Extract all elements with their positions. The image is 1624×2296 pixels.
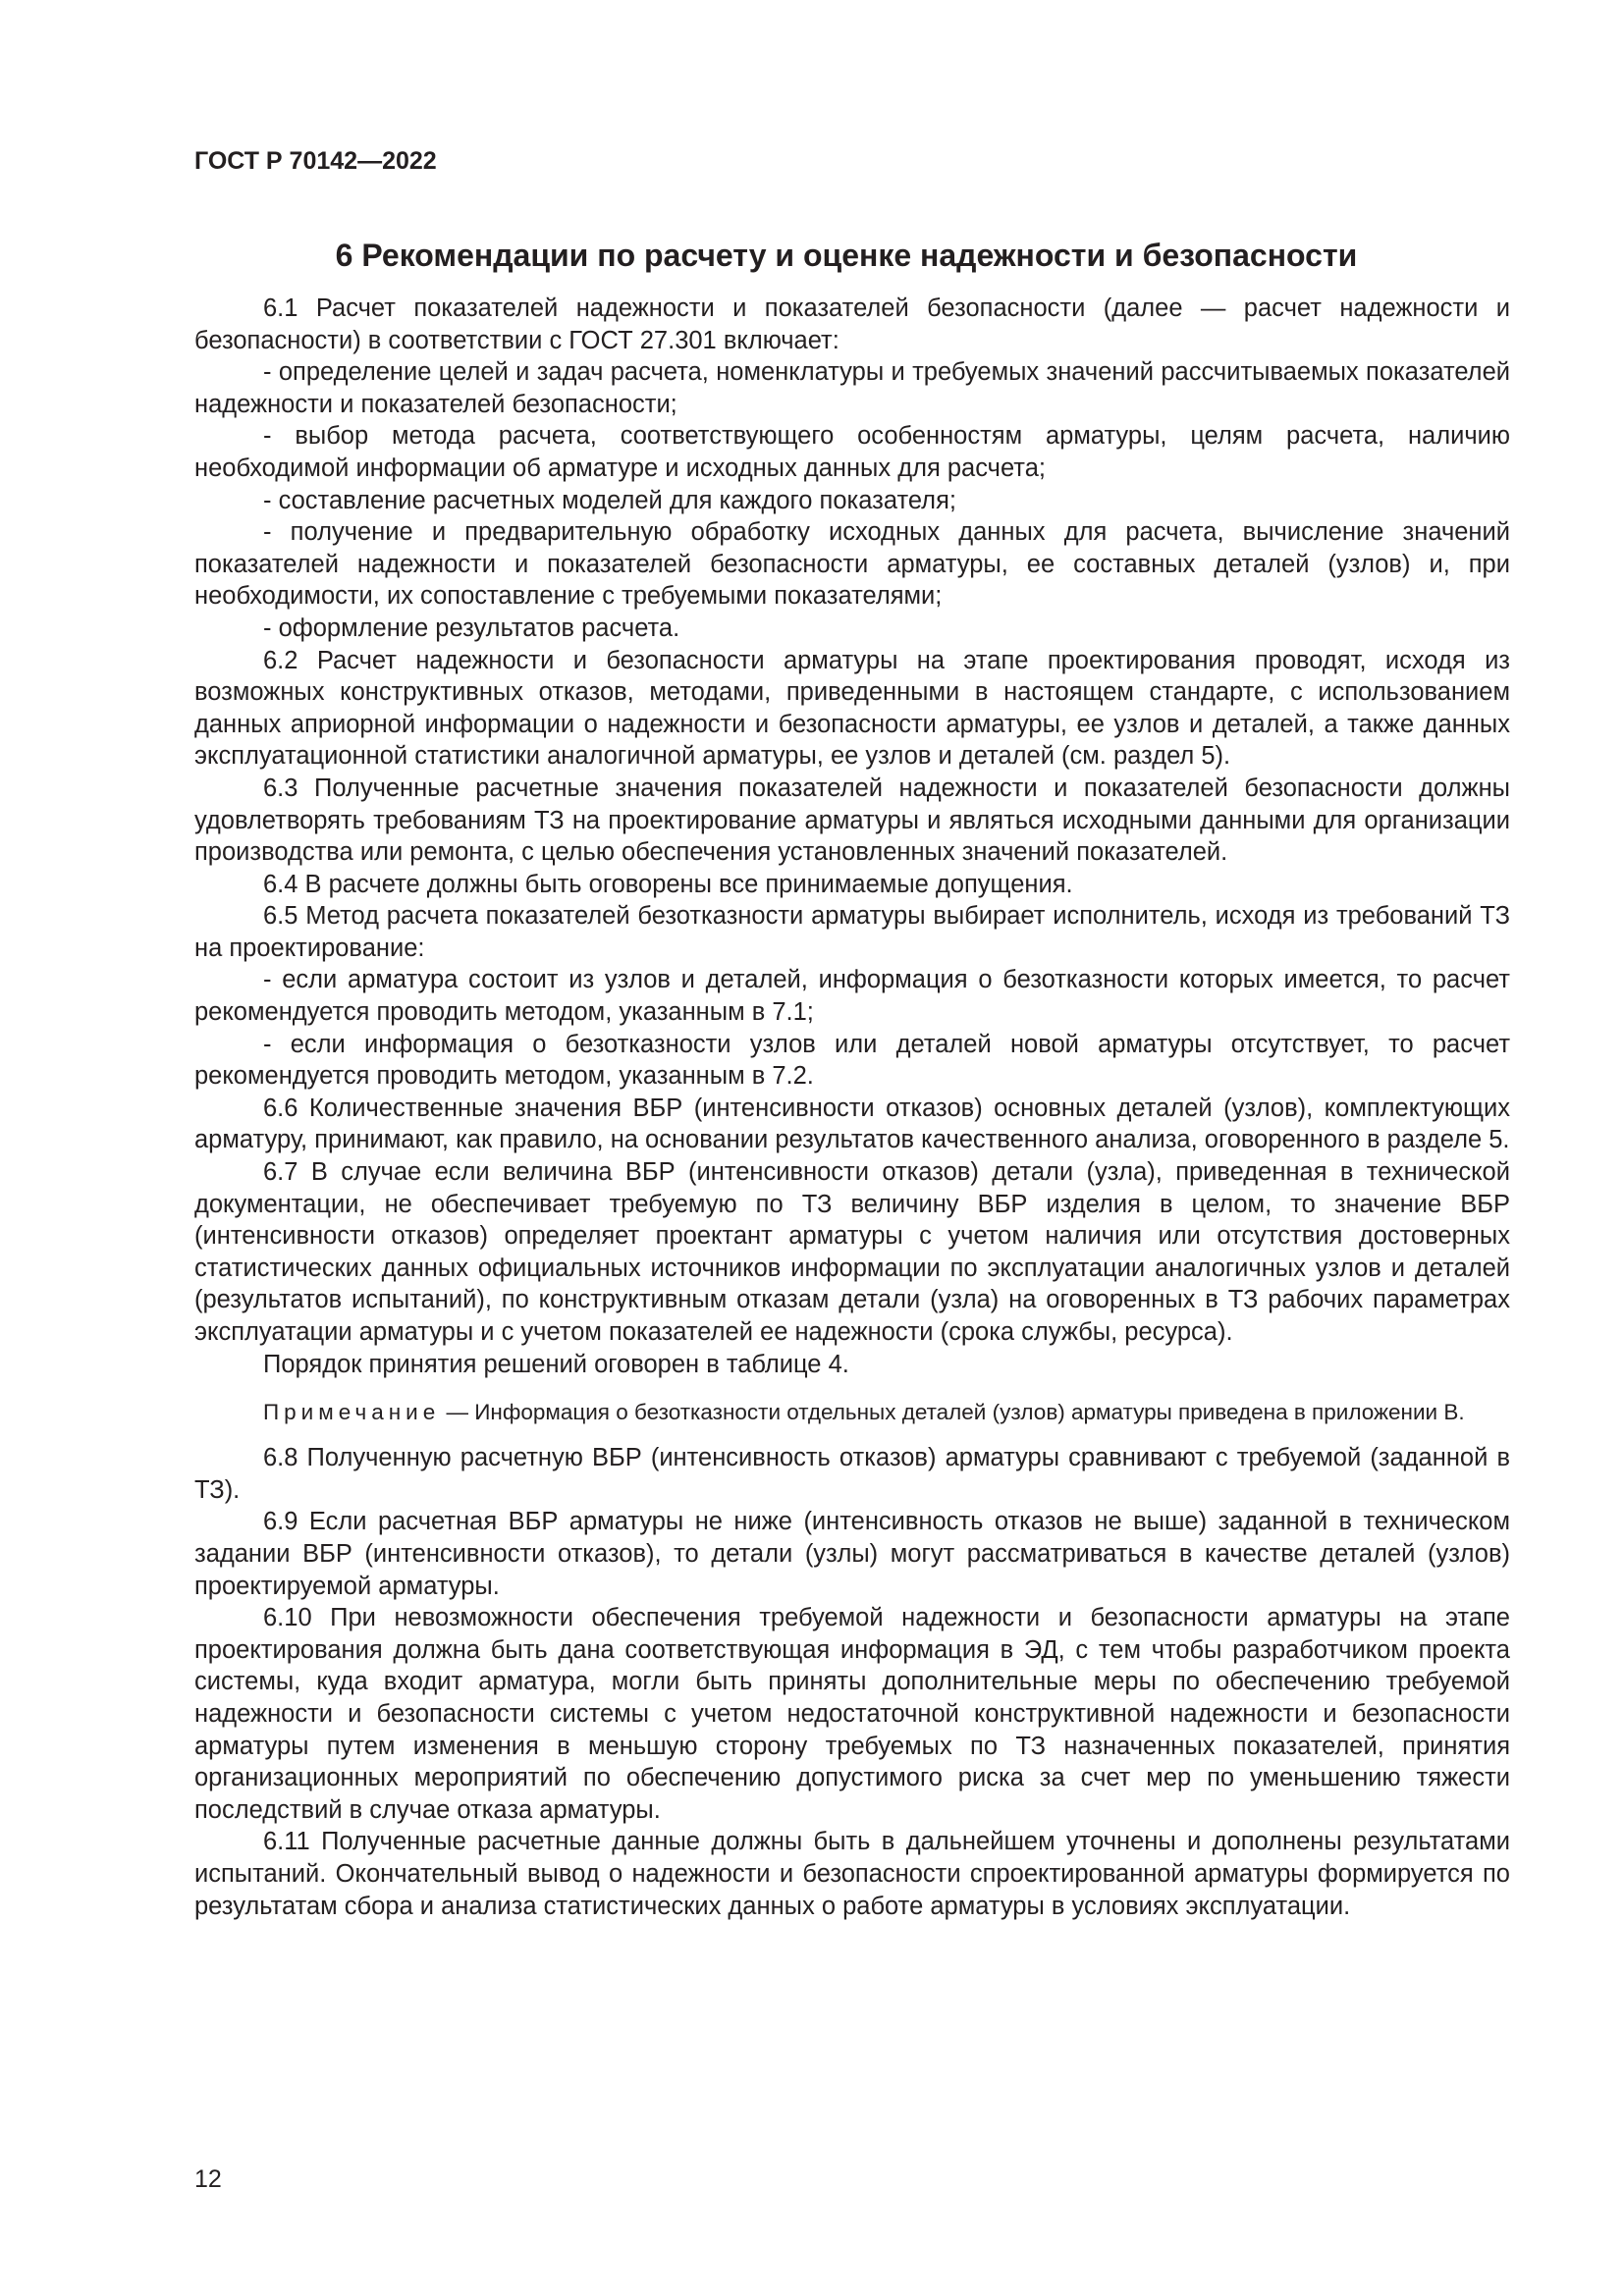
paragraph: - если информация о безотказности узлов или деталей новой арматуры отсутствует, то расчет рекомендуется проводить методом, указанным в 7.2.	[194, 1030, 1510, 1091]
paragraph: 6.8 Полученную расчетную ВБР (интенсивность отказов) арматуры сравнивают с требуемой (заданной в ТЗ).	[194, 1444, 1510, 1504]
note-label: Примечание	[263, 1400, 441, 1425]
paragraph: - составление расчетных моделей для каждого показателя;	[263, 486, 956, 514]
document-page	[194, 145, 1510, 1922]
paragraph: 6.3 Полученные расчетные значения показателей надежности и показателей безопасности должны удовлетворять требованиям ТЗ на проектирование арматуры и являться исходными данными для организации производства или ремонта, с целью обеспечения установленных значений показателей.	[194, 774, 1510, 867]
document-header: ГОСТ Р 70142—2022	[194, 147, 437, 175]
section-title: 6 Рекомендации по расчету и оценке надежности и безопасности	[335, 238, 1358, 273]
page-number: 12	[194, 2165, 222, 2193]
paragraph: Порядок принятия решений оговорен в таблице 4.	[263, 1350, 849, 1378]
section-body	[194, 293, 1510, 1922]
note	[194, 1398, 1510, 1426]
paragraph: - оформление результатов расчета.	[263, 614, 680, 642]
paragraph: 6.2 Расчет надежности и безопасности арматуры на этапе проектирования проводят, исходя из возможных конструктивных отказов, методами, приведенными в настоящем стандарте, с использованием данных априорной информации о надежности и безопасности арматуры, ее узлов и деталей, а также данных эксплуатационной статистики аналогичной арматуры, ее узлов и деталей (см. раздел 5).	[194, 646, 1510, 771]
paragraph: 6.7 В случае если величина ВБР (интенсивности отказов) детали (узла), приведенная в технической документации, не обеспечивает требуемую по ТЗ величину ВБР изделия в целом, то значение ВБР (интенсивности отказов) определяет проектант арматуры с учетом наличия или отсутствия достоверных статистических данных официальных источников информации по эксплуатации аналогичных узлов и деталей (результатов испытаний), по конструктивным отказам детали (узла) на оговоренных в ТЗ рабочих параметрах эксплуатации арматуры и с учетом показателей ее надежности (срока службы, ресурса).	[194, 1158, 1510, 1346]
paragraph: 6.1 Расчет показателей надежности и показателей безопасности (далее — расчет надежности и безопасности) в соответствии с ГОСТ 27.301 включает:	[194, 294, 1510, 354]
paragraph: 6.10 При невозможности обеспечения требуемой надежности и безопасности арматуры на этапе проектирования должна быть дана соответствующая информация в ЭД, с тем чтобы разработчиком проекта системы, куда входит арматура, могли быть приняты дополнительные меры по обеспечению требуемой надежности и безопасности системы с учетом недостаточной конструктивной надежности и безопасности арматуры путем изменения в меньшую сторону требуемых по ТЗ назначенных показателей, принятия организационных мероприятий по обеспечению допустимого риска за счет мер по уменьшению тяжести последствий в случае отказа арматуры.	[194, 1604, 1510, 1824]
paragraph: 6.4 В расчете должны быть оговорены все принимаемые допущения.	[263, 870, 1073, 898]
paragraph: - получение и предварительную обработку исходных данных для расчета, вычисление значений показателей надежности и показателей безопасности арматуры, ее составных деталей (узлов) и, при необходимости, их сопоставление с требуемыми показателями;	[194, 518, 1510, 611]
paragraph: 6.5 Метод расчета показателей безотказности арматуры выбирает исполнитель, исходя из требований ТЗ на проектирование:	[194, 902, 1510, 962]
paragraph: 6.9 Если расчетная ВБР арматуры не ниже (интенсивность отказов не выше) заданной в техническом задании ВБР (интенсивности отказов), то детали (узлы) могут рассматриваться в качестве деталей (узлов) проектируемой арматуры.	[194, 1508, 1510, 1600]
paragraph: - если арматура состоит из узлов и деталей, информация о безотказности которых имеется, то расчет рекомендуется проводить методом, указанным в 7.1;	[194, 966, 1510, 1027]
note-text: — Информация о безотказности отдельных деталей (узлов) арматуры приведена в приложении В.	[440, 1400, 1465, 1425]
paragraph: - определение целей и задач расчета, номенклатуры и требуемых значений рассчитываемых показателей надежности и показателей безопасности;	[194, 358, 1510, 418]
paragraph: - выбор метода расчета, соответствующего особенностям арматуры, целям расчета, наличию необходимой информации об арматуре и исходных данных для расчета;	[194, 422, 1510, 482]
paragraph: 6.11 Полученные расчетные данные должны быть в дальнейшем уточнены и дополнены результатами испытаний. Окончательный вывод о надежности и безопасности спроектированной арматуры формируется по результатам сбора и анализа статистических данных о работе арматуры в условиях эксплуатации.	[194, 1828, 1510, 1920]
paragraph: 6.6 Количественные значения ВБР (интенсивности отказов) основных деталей (узлов), комплектующих арматуру, принимают, как правило, на основании результатов качественного анализа, оговоренного в разделе 5.	[194, 1094, 1510, 1154]
